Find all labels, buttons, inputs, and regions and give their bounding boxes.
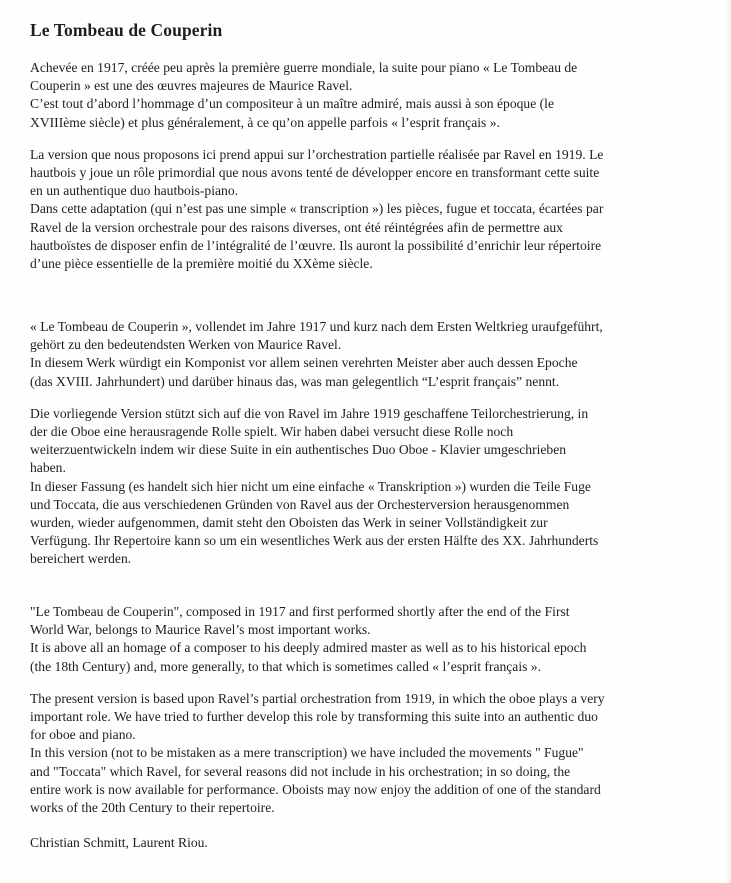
french-paragraph-2 [30,146,698,273]
english-paragraph-2 [30,690,698,817]
text-line: und Toccata, die aus verschiedenen Gründen von Ravel aus der Orchesterversion herausgenommen [30,496,570,512]
text-line: Die vorliegende Version stützt sich auf die von Ravel im Jahre 1919 geschaffene Teilorchestrierung, in [30,405,589,421]
text-line: "Le Tombeau de Couperin", composed in 1917 and first performed shortly after the end of the First [30,604,570,619]
text-line: In this version (not to be mistaken as a mere transcription) we have included the movements " Fugue" [30,745,584,761]
text-line: entire work is now available for performance. Oboists may now enjoy the addition of one of the standard [30,781,601,797]
text-line: and "Toccata" which Ravel, for several reasons did not include in his orchestration; in so doing, the [30,763,571,779]
text-line: La version que nous proposons ici prend appui sur l’orchestration partielle réalisée par Ravel en 1919. Le [30,146,604,162]
text-line: (das XVIII. Jahrhundert) und darüber hinaus das, was man gelegentlich “L’esprit français” nennt. [30,373,560,389]
text-line: Achevée en 1917, créée peu après la première guerre mondiale, la suite pour piano « Le Tombeau de [30,60,578,75]
german-paragraph-2 [30,405,698,569]
text-line: C’est tout d’abord l’hommage d’un compositeur à un maître admiré, mais aussi à son époque (le [30,96,554,112]
text-line: en un authentique duo hautbois-piano. [30,183,239,199]
text-line: In dieser Fassung (es handelt sich hier nicht um eine einfache « Transkription ») wurden die Teile Fuge [30,478,591,494]
text-line: weiterzuentwickeln indem wir diese Suite in ein authentisches Duo Oboe - Klavier umgeschrieben [30,442,567,458]
text-line: Couperin » est une des œuvres majeures de Maurice Ravel. [30,78,353,94]
german-paragraph-1 [30,318,698,391]
text-line: wurden, wieder aufgenommen, damit steht den Oboisten das Werk in seiner Vollständigkeit zur [30,515,548,531]
document-title: Le Tombeau de Couperin [30,20,223,40]
text-line: The present version is based upon Ravel’s partial orchestration from 1919, in which the oboe plays a very [30,690,605,706]
text-line: XVIIIème siècle) et plus généralement, à ce qu’on appelle parfois « l’esprit français ». [30,114,500,130]
text-line: der die Oboe eine herausragende Rolle spielt. Wir haben dabei versucht diese Rolle noch [30,424,514,440]
english-paragraph-1 [30,603,698,676]
text-line: hautboïstes de disposer enfin de l’intégralité de l’œuvre. Ils auront la possibilité d’enrichir leur répertoire [30,237,602,253]
text-line: World War, belongs to Maurice Ravel’s most important works. [30,622,371,638]
text-line: important role. We have tried to further develop this role by transforming this suite into an authentic duo [30,709,598,725]
text-line: Verfügung. Ihr Repertoire kann so um ein wesentliches Werk aus der ersten Hälfte des XX. Jahrhunderts [30,533,599,549]
text-line: (the 18th Century) and, more generally, to that which is sometimes called « l’esprit français ». [30,658,541,674]
french-section [30,59,698,273]
text-line: In diesem Werk würdigt ein Komponist vor allem seinen verehrten Meister aber auch dessen Epoche [30,355,578,371]
text-line: « Le Tombeau de Couperin », vollendet im Jahre 1917 und kurz nach dem Ersten Weltkrieg uraufgeführt, [30,319,603,334]
text-line: hautbois y joue un rôle primordial que nous avons tenté de développer encore en transformant cette suite [30,165,600,181]
french-paragraph-1 [30,59,698,132]
text-line: It is above all an homage of a composer to his deeply admired master as well as to his historical epoch [30,640,587,656]
english-section [30,603,698,817]
text-line: Dans cette adaptation (qui n’est pas une simple « transcription ») les pièces, fugue et toccata, écartées par [30,201,604,217]
signature: Christian Schmitt, Laurent Riou. [30,835,208,850]
text-line: works of the 20th Century to their repertoire. [30,800,275,816]
text-line: for oboe and piano. [30,727,136,743]
text-line: gehört zu den bedeutendsten Werken von Maurice Ravel. [30,337,342,353]
text-line: haben. [30,460,66,476]
text-line: bereichert werden. [30,551,132,567]
text-line: Ravel de la version orchestrale pour des raisons diverses, ont été réintégrées afin de permettre aux [30,219,563,235]
text-line: d’une pièce essentielle de la première moitié du XXème siècle. [30,256,373,272]
german-section [30,318,698,569]
